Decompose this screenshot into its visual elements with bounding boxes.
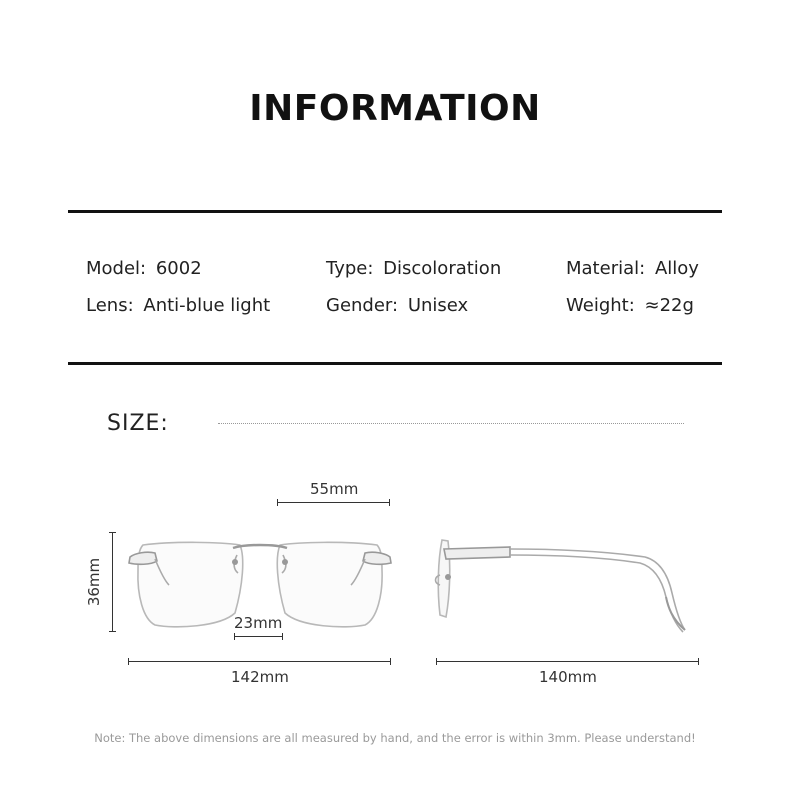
lens-width-tick-right — [389, 499, 390, 506]
bottom-divider — [68, 362, 722, 365]
spec-type-label: Type: — [326, 258, 374, 279]
spec-material-value: Alloy — [654, 258, 699, 279]
lens-height-tick-top — [109, 532, 116, 533]
right-temple-fold — [363, 552, 391, 564]
glasses-side-view — [430, 535, 695, 640]
temple-length-tick-left — [436, 658, 437, 665]
spec-weight-label: Weight: — [566, 295, 635, 316]
bridge-tick-left — [234, 633, 235, 640]
lens-height-line — [112, 532, 113, 632]
temple-length-label: 140mm — [539, 668, 597, 686]
temple-length-tick-right — [698, 658, 699, 665]
spec-type — [326, 258, 501, 279]
lens-height-label: 36mm — [85, 557, 104, 607]
left-temple-fold — [129, 552, 157, 564]
screw-left — [232, 559, 238, 565]
bridge-line — [234, 636, 282, 637]
spec-lens — [86, 295, 270, 316]
spec-model-label: Model: — [86, 258, 147, 279]
page-title: INFORMATION — [249, 88, 541, 129]
frame-width-tick-right — [390, 658, 391, 665]
spec-material-label: Material: — [566, 258, 646, 279]
lens-height-tick-bottom — [109, 631, 116, 632]
screw-right — [282, 559, 288, 565]
spec-weight-value: ≈22g — [644, 295, 694, 316]
lens-width-line — [277, 502, 389, 503]
side-temple-bottom — [510, 555, 683, 632]
spec-model-value: 6002 — [155, 258, 202, 279]
spec-weight — [566, 295, 694, 316]
spec-gender — [326, 295, 468, 316]
spec-lens-label: Lens: — [86, 295, 134, 316]
size-dotted-line — [218, 423, 684, 424]
side-hinge — [444, 547, 510, 559]
spec-gender-label: Gender: — [326, 295, 399, 316]
footer-note: Note: The above dimensions are all measured by hand, and the error is within 3mm. Please understand! — [94, 731, 696, 745]
spec-type-value: Discoloration — [383, 258, 502, 279]
frame-width-tick-left — [128, 658, 129, 665]
bridge-label: 23mm — [234, 614, 283, 632]
spec-lens-value: Anti-blue light — [143, 295, 271, 316]
temple-length-line — [436, 661, 698, 662]
frame-width-line — [128, 661, 390, 662]
spec-material — [566, 258, 699, 279]
spec-gender-value: Unisex — [407, 295, 469, 316]
frame-width-label: 142mm — [231, 668, 289, 686]
lens-width-tick-left — [277, 499, 278, 506]
bridge-tick-right — [282, 633, 283, 640]
top-divider — [68, 210, 722, 213]
side-temple-top — [510, 549, 685, 630]
side-screw — [445, 574, 451, 580]
size-label: SIZE: — [107, 411, 169, 436]
spec-model — [86, 258, 202, 279]
lens-width-label: 55mm — [310, 480, 359, 498]
